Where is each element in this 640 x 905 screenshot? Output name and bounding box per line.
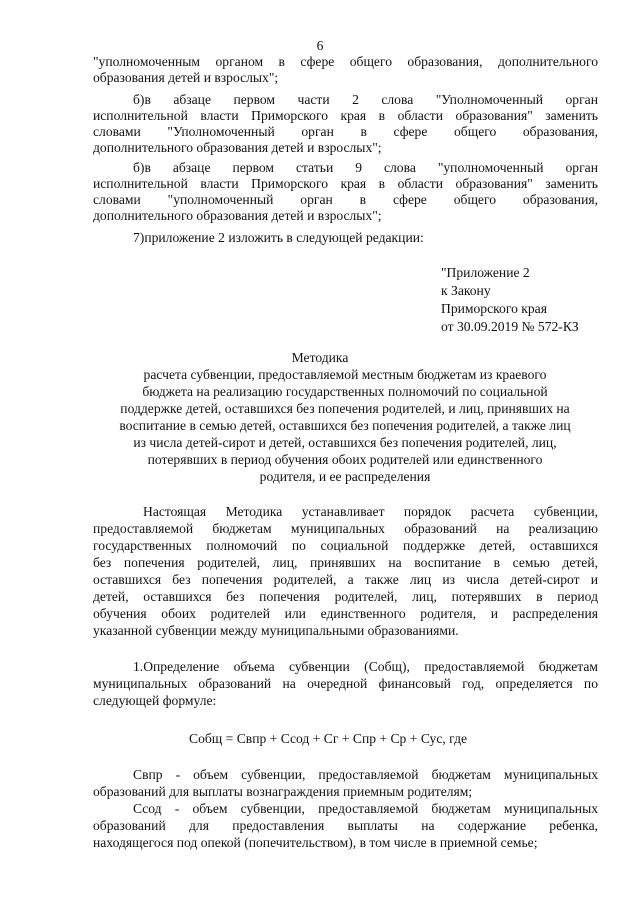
text-line: государственных полномочий по социальной поддержке детей, оставшихся <box>93 538 598 553</box>
page-number: 6 <box>316 38 324 53</box>
method-subtitle-line: расчета субвенции, предоставляемой местным бюджетам из краевого <box>143 367 547 382</box>
text-line: находящегося под опекой (попечительством), в том числе в приемной семье; <box>93 835 538 850</box>
text-line: дополнительного образования детей и взрослых"; <box>93 140 382 155</box>
appendix-line: Приморского края <box>441 301 547 316</box>
text-line: дополнительного образования детей и взрослых"; <box>93 208 382 223</box>
text-line: образования детей и взрослых"; <box>93 70 279 85</box>
text-line: Свпр - объем субвенции, предоставляемой бюджетам муниципальных <box>133 767 598 782</box>
text-line: б)в абзаце первом части 2 слова "Уполномоченный орган <box>133 92 598 107</box>
text-line: 1.Определение объема субвенции (Собщ), предоставляемой бюджетам <box>133 659 598 674</box>
text-line: обучения обоих родителей или единственного родителя, и распределения <box>93 606 598 621</box>
method-subtitle-line: из числа детей-сирот и детей, оставшихся без попечения родителей, лиц, <box>133 435 557 450</box>
text-line: образований для выплаты вознаграждения приемным родителям; <box>93 784 473 799</box>
text-line: Настоящая Методика устанавливает порядок расчета субвенции, <box>143 504 598 519</box>
text-line: словами "уполномоченный орган в сфере общего образования, <box>93 192 598 207</box>
text-line: муниципальных образований на очередной финансовый год, определяется по <box>93 676 598 691</box>
text-line: "уполномоченным органом в сфере общего образования, дополнительного <box>93 54 598 69</box>
method-title: Методика <box>291 350 349 365</box>
method-subtitle-line: потерявших в период обучения обоих родителей или единственного <box>147 452 543 467</box>
appendix-line: от 30.09.2019 № 572-КЗ <box>441 319 579 334</box>
text-line: б)в абзаце первом статьи 9 слова "уполномоченный орган <box>133 160 598 175</box>
text-line: без попечения родителей, лиц, принявших на воспитание в семью детей, <box>93 555 598 570</box>
text-line: словами "Уполномоченный орган в сфере общего образования, <box>93 124 598 139</box>
method-subtitle-line: бюджета на реализацию государственных полномочий по социальной <box>142 384 548 399</box>
formula: Собщ = Свпр + Ссод + Сг + Спр + Ср + Сус, где <box>189 731 468 746</box>
text-line: 7)приложение 2 изложить в следующей редакции: <box>133 230 424 245</box>
appendix-line: к Закону <box>441 283 491 298</box>
text-line: Ссод - объем субвенции, предоставляемой бюджетам муниципальных <box>133 801 598 816</box>
text-line: образований для предоставления выплаты на содержание ребенка, <box>93 818 598 833</box>
text-line: детей, оставшихся без попечения родителей, лиц, потерявших в период <box>93 589 598 604</box>
text-line: исполнительной власти Приморского края в области образования" заменить <box>93 108 598 123</box>
text-line: исполнительной власти Приморского края в области образования" заменить <box>93 176 598 191</box>
appendix-line: "Приложение 2 <box>441 265 530 280</box>
method-subtitle-line: поддержке детей, оставшихся без попечения родителей, и лиц, принявших на <box>120 401 570 416</box>
text-line: следующей формуле: <box>93 693 217 708</box>
text-line: предоставляемой бюджетам муниципальных образований на реализацию <box>93 521 598 536</box>
method-subtitle-line: родителя, и ее распределения <box>259 469 431 484</box>
text-line: оставшихся без попечения родителей, а также лиц из числа детей-сирот и <box>93 572 598 587</box>
text-line: указанной субвенции между муниципальными образованиями. <box>93 623 459 638</box>
method-subtitle-line: воспитание в семью детей, оставшихся без попечения родителей, а также лиц <box>119 418 571 433</box>
